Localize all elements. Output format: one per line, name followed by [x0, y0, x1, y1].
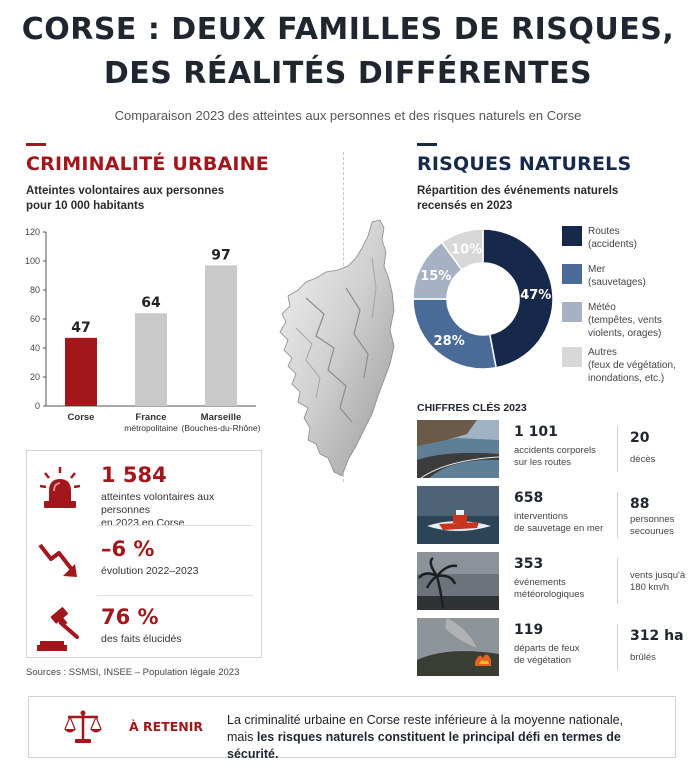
legend-swatch	[562, 226, 582, 246]
section-title-criminalite: CRIMINALITÉ URBAINE	[26, 153, 269, 175]
legend-line: Météo	[588, 302, 616, 313]
donut-chart	[412, 228, 554, 370]
key-figure-separator	[617, 492, 618, 538]
key-figure-secondary-description	[630, 570, 690, 594]
corsica-map-image	[276, 218, 406, 480]
page-title	[0, 8, 696, 96]
bar-value-label: 64	[141, 295, 161, 312]
takeaway-line: La criminalité urbaine en Corse reste inférieure à la moyenne nationale,	[227, 713, 624, 727]
donut-slice-label: 15%	[420, 268, 452, 284]
kf-desc-line: accidents corporels	[514, 445, 596, 456]
legend-swatch	[562, 264, 582, 284]
key-figure-row-meteo	[417, 552, 687, 610]
section-subtitle-risques	[417, 184, 618, 214]
stat-desc-line: évolution 2022–2023	[101, 565, 199, 577]
page-subtitle: Comparaison 2023 des atteintes aux personnes et des risques naturels en Corse	[114, 108, 582, 123]
key-figure-value: 658	[514, 490, 544, 506]
stat-desc-line: des faits élucidés	[101, 633, 182, 645]
takeaway-bold: les risques naturels constituent le principal défi en termes de sécurité.	[227, 730, 621, 761]
takeaway-text	[227, 712, 667, 763]
x-category-label: (Bouches-du-Rhône)	[181, 423, 261, 433]
key-figure-description	[514, 577, 614, 601]
subtitle-line: Répartition des événements naturels	[417, 185, 619, 197]
x-category-label: France	[135, 412, 167, 423]
bar-chart	[24, 226, 264, 444]
y-tick-label: 100	[24, 256, 40, 266]
key-figure-secondary-description: décès	[630, 454, 656, 465]
stats-box	[26, 450, 262, 658]
kf-desc-line: personnes	[630, 514, 675, 525]
y-tick-label: 40	[29, 343, 40, 353]
x-category-label: métropolitaine	[124, 423, 178, 433]
takeaway-label: À RETENIR	[129, 719, 203, 734]
y-tick-label: 60	[29, 314, 40, 324]
x-category-label: Corse	[67, 412, 95, 423]
legend-line: (tempêtes, vents	[588, 315, 662, 326]
rescue-boat-photo	[417, 486, 499, 544]
stat-row-evolution	[27, 529, 261, 595]
legend-swatch	[562, 302, 582, 322]
takeaway-line	[227, 729, 667, 763]
key-figure-description	[514, 445, 614, 469]
stat-description	[101, 565, 256, 578]
key-figure-description	[514, 511, 614, 535]
kf-desc-line: sur les routes	[514, 457, 572, 468]
y-tick-label: 120	[24, 227, 40, 237]
key-figure-row-mer	[417, 486, 687, 544]
donut-slice-label: 47%	[520, 288, 552, 304]
section-subtitle-criminalite	[26, 184, 224, 214]
kf-desc-line: interventions	[514, 511, 568, 522]
section-rule-right	[417, 143, 437, 146]
key-takeaway-box	[28, 696, 676, 761]
key-figure-row-feux	[417, 618, 687, 676]
subtitle-line: Atteintes volontaires aux personnes	[26, 185, 225, 197]
key-figure-separator	[617, 624, 618, 670]
legend-label	[588, 346, 696, 385]
legend-line: (accidents)	[588, 239, 637, 250]
bar	[65, 338, 97, 406]
section-rule-left	[26, 143, 46, 146]
gavel-icon	[37, 607, 83, 653]
legend-line: Mer	[588, 264, 606, 275]
key-figure-secondary-description: brûlés	[630, 652, 656, 663]
key-figure-separator	[617, 426, 618, 472]
scales-of-justice-icon	[63, 709, 103, 745]
key-figure-value: 119	[514, 622, 544, 638]
title-line-1: CORSE : DEUX FAMILLES DE RISQUES,	[21, 12, 675, 47]
legend-line: (feux de végétation,	[588, 360, 676, 371]
y-tick-label: 80	[29, 285, 40, 295]
stat-value: 1 584	[101, 463, 167, 487]
wildfire-photo	[417, 618, 499, 676]
legend-swatch	[562, 347, 582, 367]
kf-desc-line: météorologiques	[514, 589, 585, 600]
donut-slice-label: 10%	[451, 242, 483, 258]
kf-desc-line: vents jusqu'à	[630, 570, 686, 581]
storm-palm-photo	[417, 552, 499, 610]
legend-line: Routes	[588, 226, 620, 237]
kf-desc-line: événements	[514, 577, 566, 588]
kf-desc-line: départs de feux	[514, 643, 580, 654]
stat-row-faits	[27, 455, 261, 529]
key-figure-separator	[617, 558, 618, 604]
key-figure-secondary-description	[630, 514, 690, 538]
stat-value: 76 %	[101, 605, 159, 629]
legend-line: violents, orages)	[588, 328, 662, 339]
legend-label	[588, 263, 696, 289]
bar	[205, 265, 237, 406]
takeaway-plain: mais	[227, 730, 257, 744]
legend-line: inondations, etc.)	[588, 373, 665, 384]
legend-label	[588, 301, 696, 340]
stat-row-elucides	[27, 597, 261, 663]
y-tick-label: 0	[34, 401, 40, 411]
donut-slice-label: 28%	[433, 333, 465, 349]
key-figure-value: 353	[514, 556, 544, 572]
key-figure-value: 1 101	[514, 424, 558, 440]
kf-desc-line: de végétation	[514, 655, 572, 666]
key-figure-description	[514, 643, 614, 667]
x-category-label: Marseille	[200, 412, 242, 423]
bar-value-label: 47	[71, 319, 91, 336]
sources-note: Sources : SSMSI, INSEE – Population légale 2023	[26, 667, 240, 678]
siren-icon	[37, 465, 83, 511]
title-line-2: DES RÉALITÉS DIFFÉRENTES	[103, 56, 593, 91]
subtitle-line: pour 10 000 habitants	[26, 200, 145, 212]
kf-desc-line: de sauvetage en mer	[514, 523, 604, 534]
trend-down-icon	[37, 539, 83, 585]
kf-desc-line: secourues	[630, 526, 674, 537]
bar-value-label: 97	[211, 247, 231, 264]
legend-label	[588, 225, 696, 251]
key-figure-secondary-value: 88	[630, 496, 650, 512]
subtitle-line: recensés en 2023	[417, 200, 513, 212]
coastal-road-photo	[417, 420, 499, 478]
stat-desc-line: atteintes volontaires aux personnes	[101, 491, 215, 516]
key-figure-row-routes	[417, 420, 687, 478]
section-title-risques: RISQUES NATURELS	[417, 153, 632, 175]
stat-divider	[97, 595, 253, 596]
y-tick-label: 20	[29, 372, 40, 382]
stat-divider	[97, 525, 253, 526]
stat-description	[101, 633, 256, 646]
legend-line: Autres	[588, 347, 617, 358]
kf-desc-line: 180 km/h	[630, 582, 670, 593]
legend-line: (sauvetages)	[588, 277, 646, 288]
key-figure-secondary-value: 312 ha	[630, 628, 684, 644]
bar	[135, 313, 167, 406]
stat-value: –6 %	[101, 537, 155, 561]
key-figures-title: CHIFFRES CLÉS 2023	[417, 402, 527, 414]
key-figure-secondary-value: 20	[630, 430, 650, 446]
stat-desc-line: en 2023 en Corse	[101, 517, 185, 529]
